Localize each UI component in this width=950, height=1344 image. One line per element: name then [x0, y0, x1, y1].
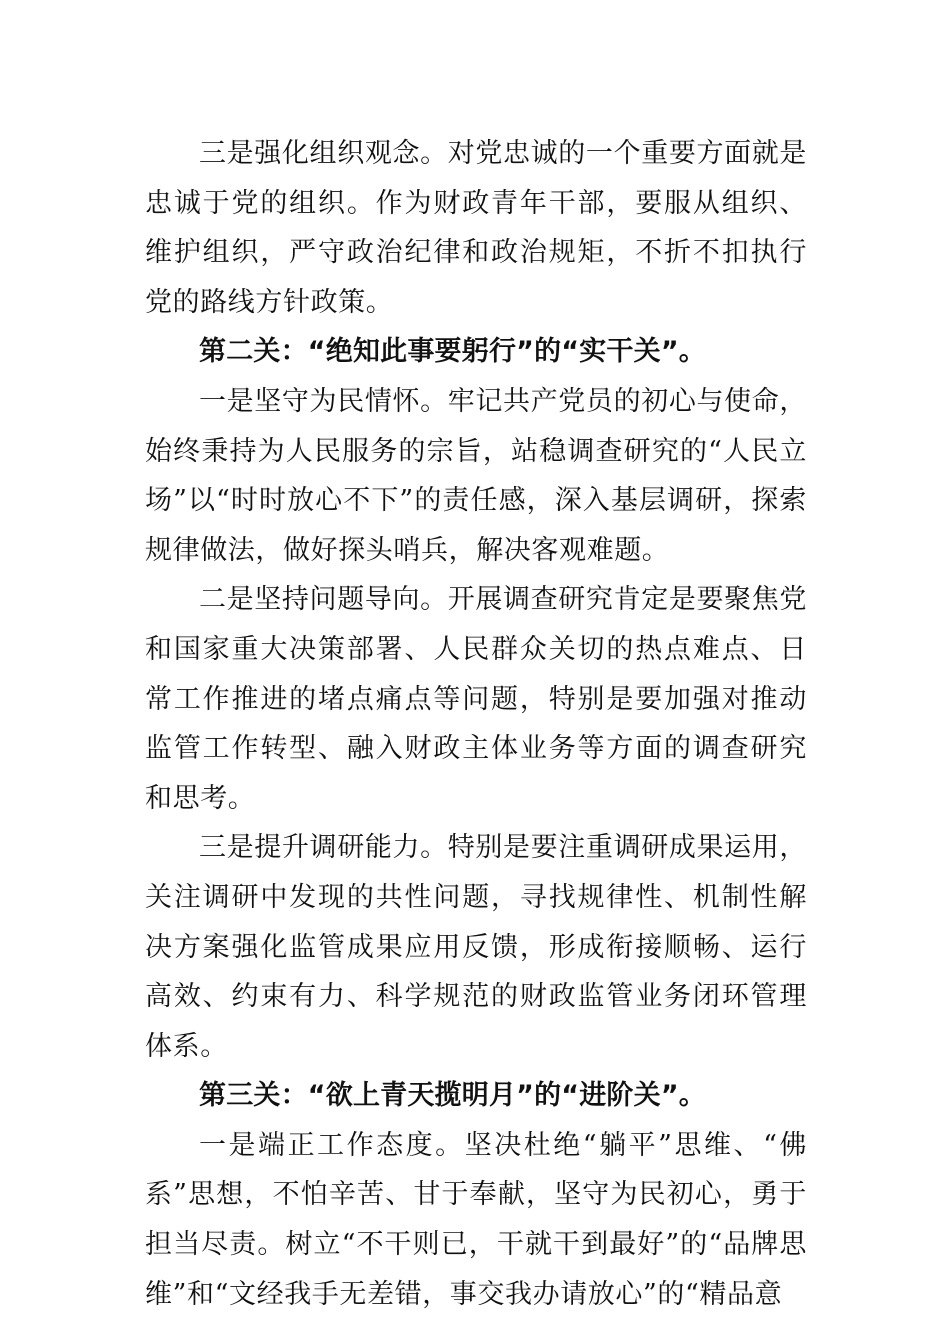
paragraph-work-attitude: 一是端正工作态度。坚决杜绝“躺平”思维、“佛系”思想，不怕辛苦、甘于奉献，坚守为民初心，勇于担当尽责。树立“不干则已，干就干到最好”的“品牌思维”和“文经我手无差错，事交我办请放心”的“精品意 — [145, 1129, 807, 1310]
paragraph-research-ability: 三是提升调研能力。特别是要注重调研成果运用，关注调研中发现的共性问题，寻找规律性、机制性解决方案强化监管成果应用反馈，形成衔接顺畅、运行高效、约束有力、科学规范的财政监管业务闭环管理体系。 — [145, 832, 807, 1062]
paragraph-problem-oriented: 二是坚持问题导向。开展调查研究肯定是要聚焦党和国家重大决策部署、人民群众关切的热点难点、日常工作推进的堵点痛点等问题，特别是要加强对推动监管工作转型、融入财政主体业务等方面的调查研究和思考。 — [145, 584, 807, 814]
paragraph-organization-concept: 三是强化组织观念。对党忠诚的一个重要方面就是忠诚于党的组织。作为财政青年干部，要服从组织、维护组织，严守政治纪律和政治规矩，不折不扣执行党的路线方针政策。 — [145, 138, 807, 318]
section-heading-second-pass: 第二关：“绝知此事要躬行”的“实干关”。 — [199, 336, 706, 368]
paragraph-serve-people: 一是坚守为民情怀。牢记共产党员的初心与使命，始终秉持为人民服务的宗旨，站稳调查研究的“人民立场”以“时时放心不下”的责任感，深入基层调研，探索规律做法，做好探头哨兵，解决客观难题。 — [145, 385, 807, 566]
section-heading-third-pass: 第三关：“欲上青天揽明月”的“进阶关”。 — [199, 1080, 706, 1112]
document-body — [145, 129, 807, 1319]
